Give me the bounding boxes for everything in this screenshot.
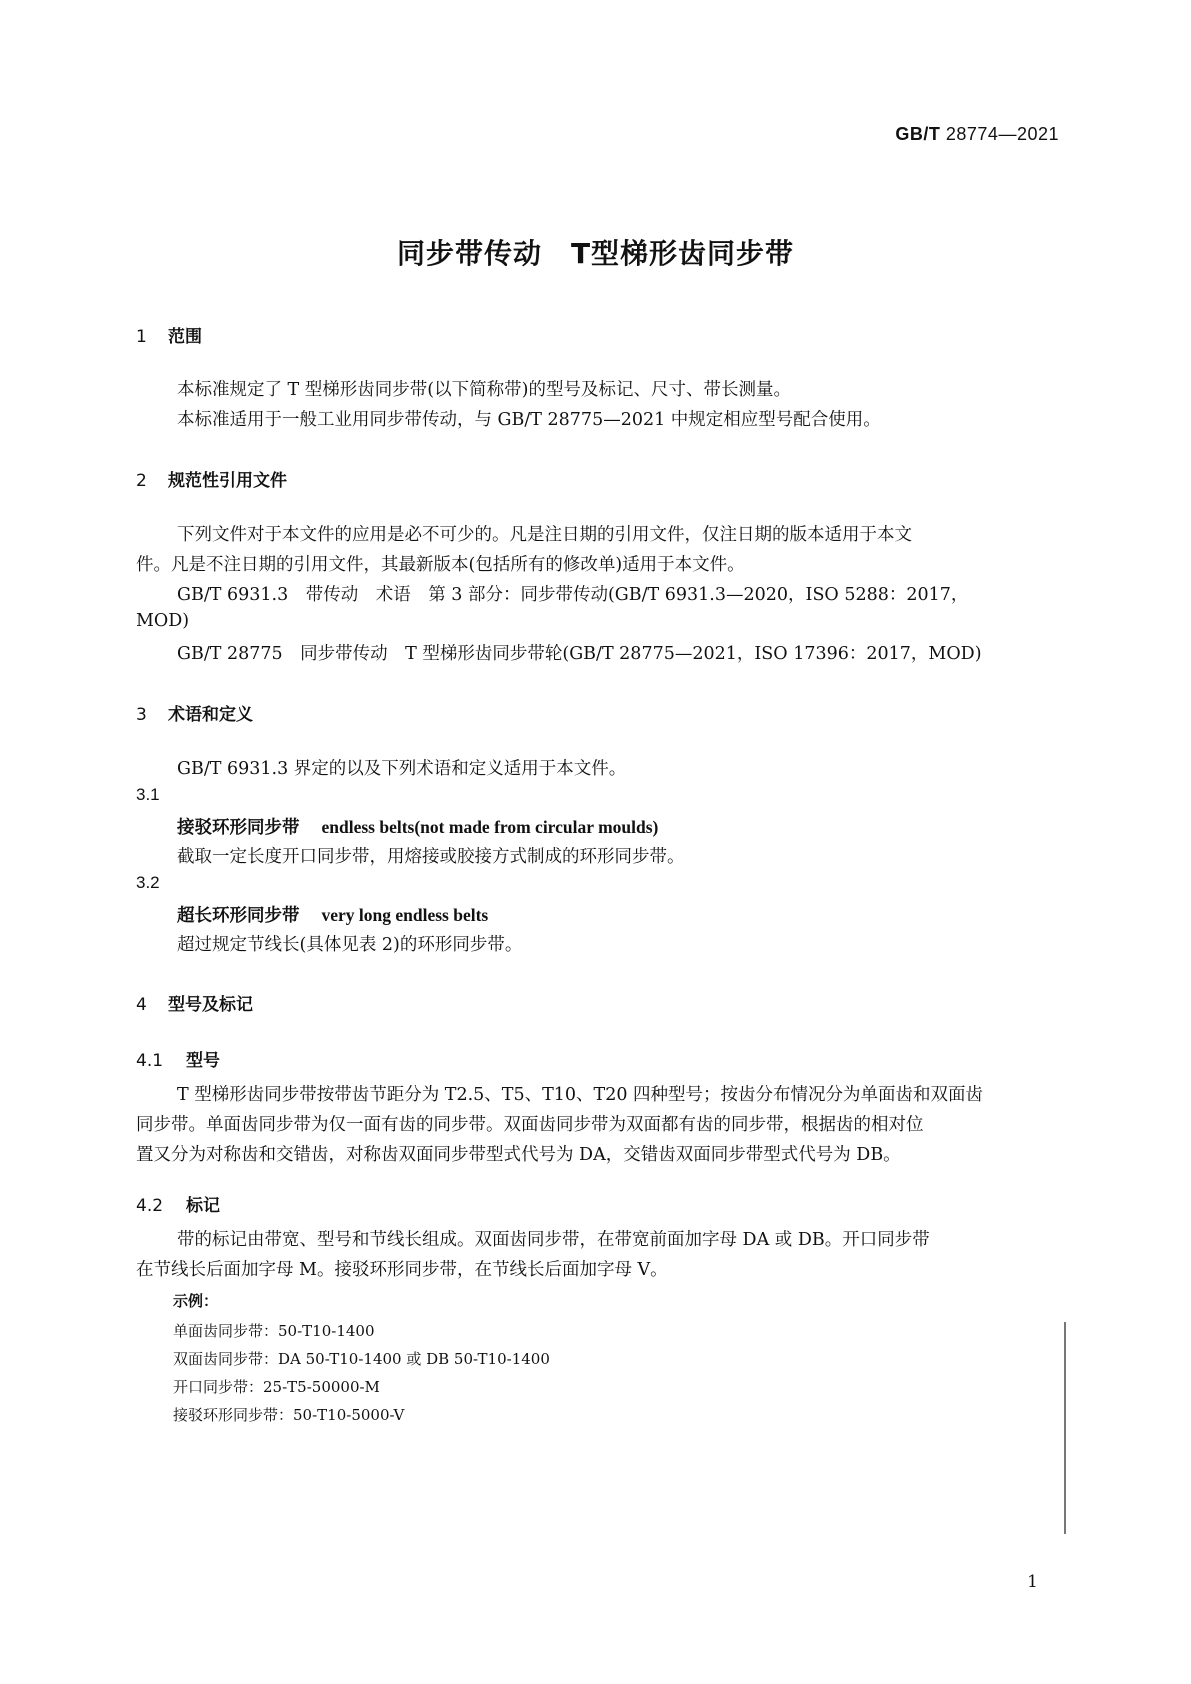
section-number: 4.1 (136, 1051, 164, 1071)
section-number: 1 (136, 327, 147, 347)
section-title: 型号 (186, 1051, 220, 1071)
margin-rule (1064, 1322, 1066, 1534)
reference-item: GB/T 6931.3 带传动 术语 第 3 部分：同步带传动(GB/T 6931.3—2020，ISO 5288：2017， (177, 585, 969, 605)
term-chinese: 超长环形同步带 (177, 906, 300, 926)
section-title: 型号及标记 (168, 995, 253, 1015)
section-4-1-heading (136, 1046, 220, 1071)
section-title: 术语和定义 (168, 705, 253, 725)
document-title: 同步带传动 T型梯形齿同步带 (396, 237, 795, 270)
term-english: very long endless belts (321, 905, 489, 925)
section-4-heading (136, 990, 253, 1015)
paragraph-line: 带的标记由带宽、型号和节线长组成。双面齿同步带，在带宽前面加字母 DA 或 DB。开口同步带 (177, 1230, 930, 1250)
standard-number: 28774—2021 (945, 124, 1059, 144)
term-chinese: 接驳环形同步带 (177, 818, 300, 838)
section-3-heading (136, 700, 253, 725)
section-number: 3 (136, 705, 147, 725)
paragraph-line: 在节线长后面加字母 M。接驳环形同步带，在节线长后面加字母 V。 (136, 1260, 668, 1280)
section-1-heading (136, 322, 202, 347)
paragraph-line: 置又分为对称齿和交错齿，对称齿双面同步带型式代号为 DA，交错齿双面同步带型式代号为 DB。 (136, 1145, 901, 1165)
term-number: 3.1 (136, 785, 160, 804)
paragraph: 本标准适用于一般工业用同步带传动，与 GB/T 28775—2021 中规定相应型号配合使用。 (177, 410, 881, 430)
section-2-heading (136, 466, 287, 491)
paragraph-line: T 型梯形齿同步带按带齿节距分为 T2.5、T5、T10、T20 四种型号；按齿分布情况分为单面齿和双面齿 (177, 1085, 984, 1105)
example-label: 示例： (173, 1292, 219, 1310)
term-definition: 超过规定节线长(具体见表 2)的环形同步带。 (177, 935, 523, 955)
paragraph-line: 件。凡是不注日期的引用文件，其最新版本(包括所有的修改单)适用于本文件。 (136, 555, 745, 575)
reference-item: GB/T 28775 同步带传动 T 型梯形齿同步带轮(GB/T 28775—2021，ISO 17396：2017，MOD) (177, 644, 982, 664)
example-item: 开口同步带：25-T5-50000-M (173, 1378, 380, 1396)
section-number: 2 (136, 471, 147, 491)
section-title: 规范性引用文件 (168, 471, 287, 491)
example-item: 双面齿同步带：DA 50-T10-1400 或 DB 50-T10-1400 (173, 1350, 550, 1368)
term-english: endless belts(not made from circular moulds) (321, 817, 659, 837)
standard-code (895, 124, 1059, 145)
section-title: 范围 (168, 327, 202, 347)
example-item: 单面齿同步带：50-T10-1400 (173, 1322, 375, 1340)
paragraph: 本标准规定了 T 型梯形齿同步带(以下简称带)的型号及标记、尺寸、带长测量。 (177, 380, 791, 400)
page-number: 1 (1027, 1572, 1038, 1592)
term-definition: 截取一定长度开口同步带，用熔接或胶接方式制成的环形同步带。 (177, 847, 685, 867)
paragraph-line: 下列文件对于本文件的应用是必不可少的。凡是注日期的引用文件，仅注日期的版本适用于本文 (177, 525, 912, 545)
section-number: 4 (136, 995, 147, 1015)
example-item: 接驳环形同步带：50-T10-5000-V (173, 1406, 405, 1424)
term-number: 3.2 (136, 873, 160, 892)
section-4-2-heading (136, 1191, 220, 1216)
reference-item-cont: MOD) (136, 611, 190, 631)
paragraph: GB/T 6931.3 界定的以及下列术语和定义适用于本文件。 (177, 759, 627, 779)
section-title: 标记 (186, 1196, 220, 1216)
standard-prefix: GB/T (895, 124, 941, 144)
section-number: 4.2 (136, 1196, 164, 1216)
paragraph-line: 同步带。单面齿同步带为仅一面有齿的同步带。双面齿同步带为双面都有齿的同步带，根据齿的相对位 (136, 1115, 924, 1135)
term-entry (177, 902, 488, 927)
term-entry (177, 814, 658, 839)
